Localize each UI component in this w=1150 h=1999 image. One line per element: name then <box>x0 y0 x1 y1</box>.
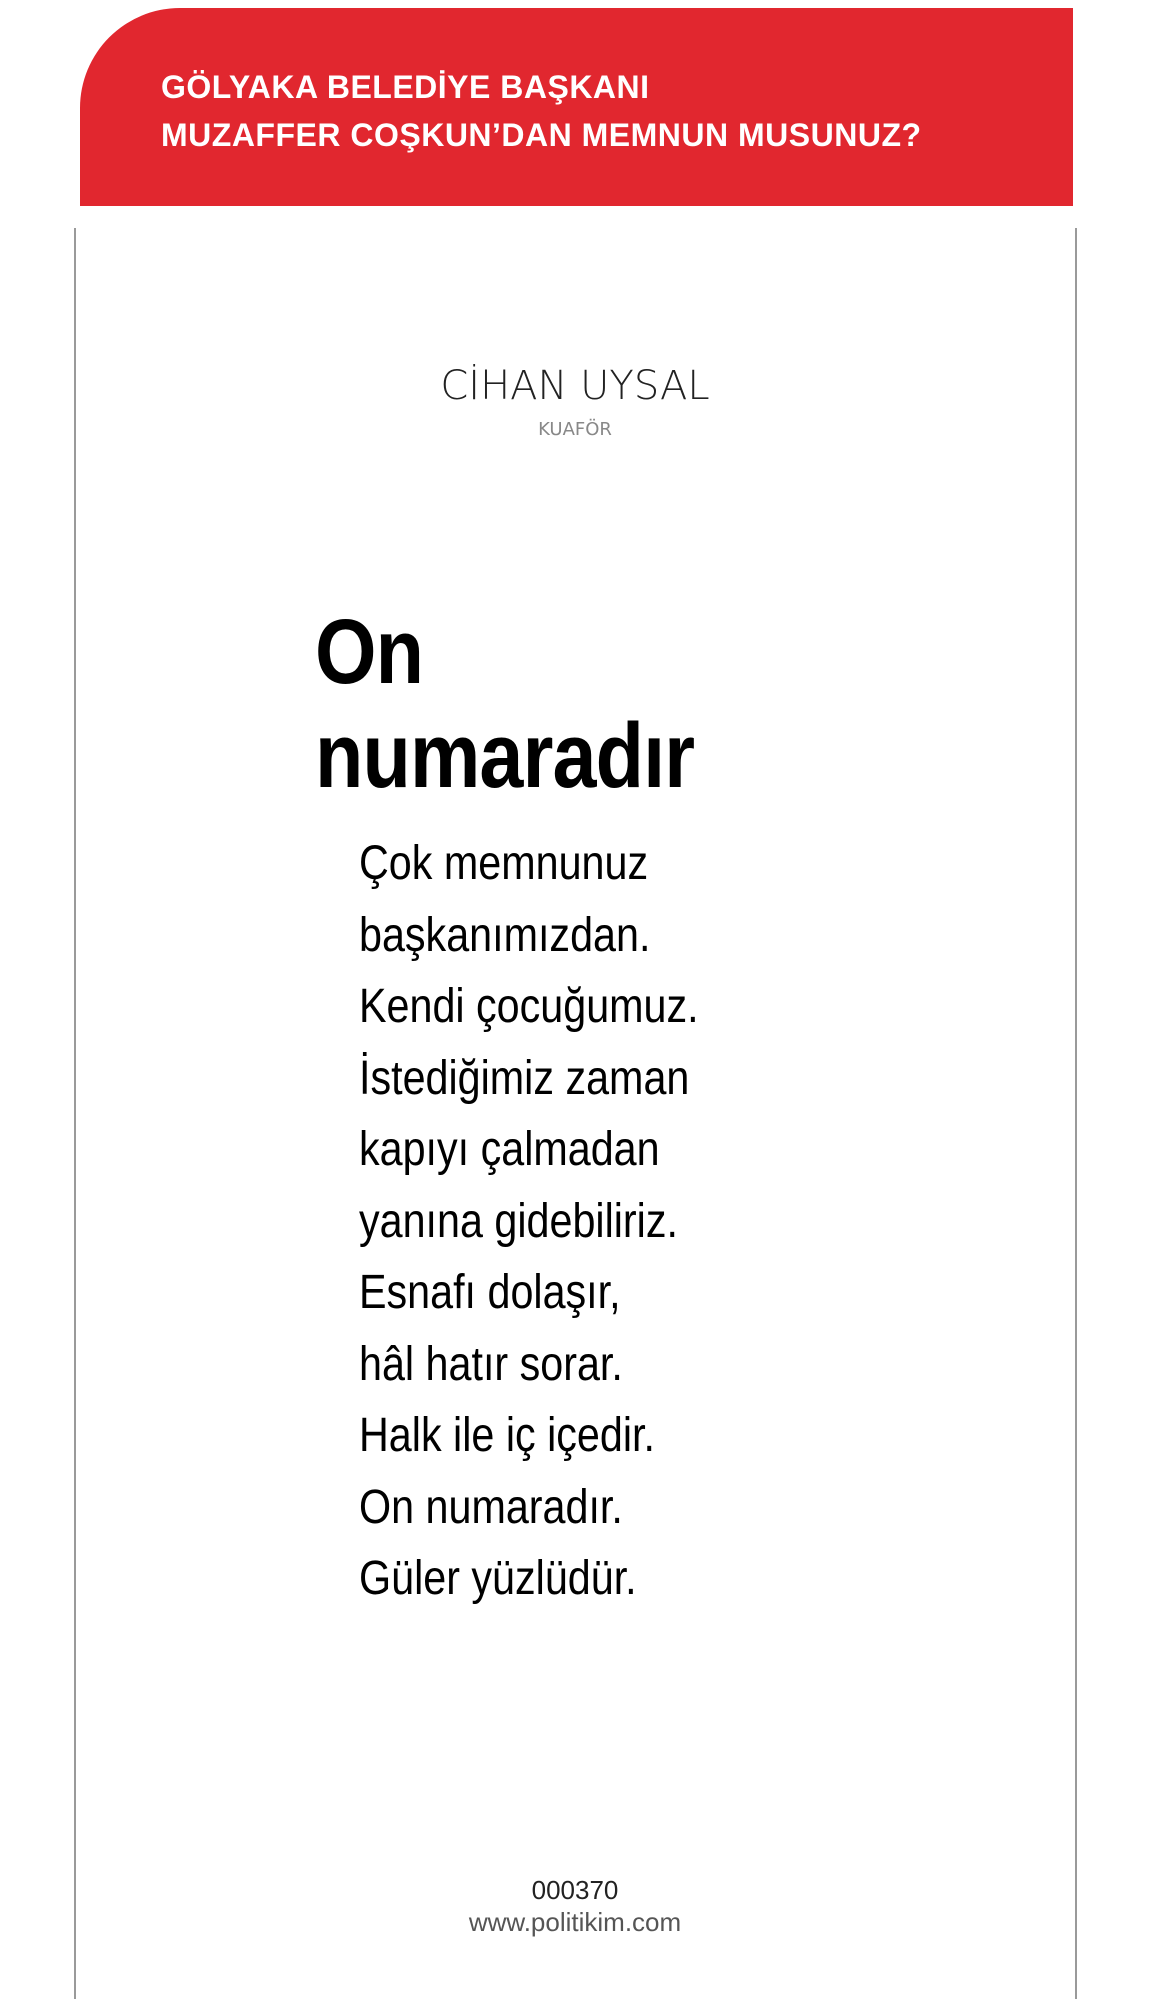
quote-line: Çok memnunuz <box>359 837 649 890</box>
person-name: CİHAN UYSAL <box>440 363 710 409</box>
header-banner <box>80 8 1073 206</box>
headline <box>315 600 934 808</box>
frame-right-border <box>1075 228 1077 1999</box>
quote-line: Güler yüzlüdür. <box>359 1552 637 1605</box>
quote-line: başkanımızdan. <box>359 908 651 962</box>
footer-url: www.politikim.com <box>468 1907 682 1937</box>
quote-line: hâl hatır sorar. <box>359 1337 623 1391</box>
quote-line: Kendi çocuğumuz. <box>359 980 699 1033</box>
footer-code: 000370 <box>531 1875 619 1905</box>
quote-line: yanına gidebiliriz. <box>359 1194 678 1248</box>
header-title-line-2: MUZAFFER COŞKUN’DAN MEMNUN MUSUNUZ? <box>161 117 922 153</box>
quote-line: İstediğimiz zaman <box>359 1051 690 1105</box>
headline-line-1: On <box>315 601 424 703</box>
person-role: KUAFÖR <box>538 419 612 440</box>
header-title-line-1: GÖLYAKA BELEDİYE BAŞKANI <box>161 69 650 105</box>
quote-line: Halk ile iç içedir. <box>359 1409 655 1462</box>
quote-line: Esnafı dolaşır, <box>359 1266 621 1319</box>
quote-text <box>359 828 959 1615</box>
frame-left-border <box>74 228 76 1999</box>
headline-line-2: numaradır <box>315 705 695 807</box>
quote-line: kapıyı çalmadan <box>359 1123 660 1176</box>
quote-line: On numaradır. <box>359 1480 623 1534</box>
